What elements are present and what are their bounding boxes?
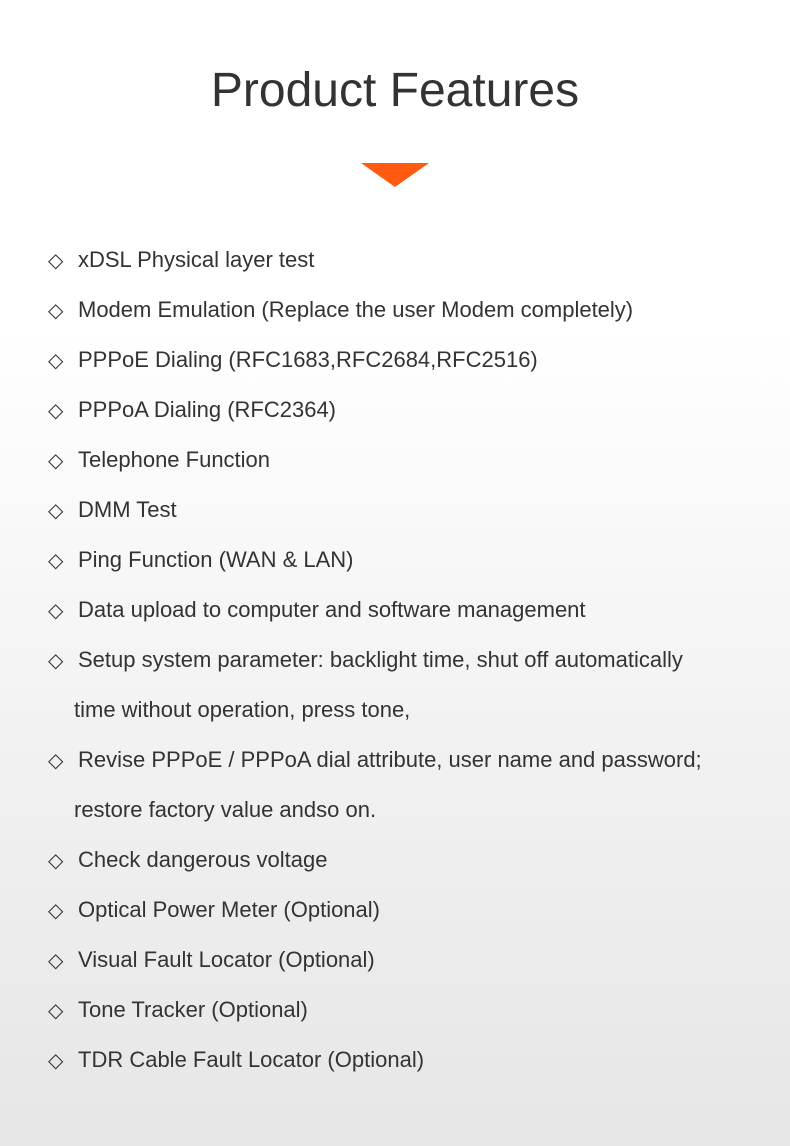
feature-text: TDR Cable Fault Locator (Optional) bbox=[78, 1047, 425, 1072]
feature-line bbox=[48, 985, 778, 1035]
feature-line bbox=[48, 435, 778, 485]
diamond-bullet-icon: ◇ bbox=[48, 300, 64, 322]
diamond-bullet-icon: ◇ bbox=[48, 950, 64, 972]
feature-text: Modem Emulation (Replace the user Modem completely) bbox=[78, 297, 634, 322]
feature-text: Ping Function (WAN & LAN) bbox=[78, 547, 354, 572]
diamond-bullet-icon: ◇ bbox=[48, 1000, 64, 1022]
page-title: Product Features bbox=[210, 64, 580, 117]
feature-text: PPPoE Dialing (RFC1683,RFC2684,RFC2516) bbox=[78, 347, 538, 372]
feature-line bbox=[48, 585, 778, 635]
feature-text: PPPoA Dialing (RFC2364) bbox=[78, 397, 337, 422]
feature-text: Revise PPPoE / PPPoA dial attribute, user name and password; bbox=[78, 747, 702, 772]
feature-text: DMM Test bbox=[78, 497, 177, 522]
feature-item bbox=[48, 535, 778, 585]
feature-text: Setup system parameter: backlight time, shut off automatically bbox=[78, 647, 683, 672]
feature-item bbox=[48, 985, 778, 1035]
feature-text: Optical Power Meter (Optional) bbox=[78, 897, 380, 922]
feature-text: Visual Fault Locator (Optional) bbox=[78, 947, 375, 972]
diamond-bullet-icon: ◇ bbox=[48, 1050, 64, 1072]
feature-item bbox=[48, 935, 778, 985]
feature-line bbox=[48, 285, 778, 335]
feature-text: Data upload to computer and software management bbox=[78, 597, 586, 622]
feature-item bbox=[48, 335, 778, 385]
diamond-bullet-icon: ◇ bbox=[48, 450, 64, 472]
diamond-bullet-icon: ◇ bbox=[48, 250, 64, 272]
feature-item bbox=[48, 285, 778, 335]
feature-text: Tone Tracker (Optional) bbox=[78, 997, 308, 1022]
feature-line bbox=[48, 385, 778, 435]
feature-line bbox=[48, 535, 778, 585]
feature-line bbox=[48, 735, 778, 785]
feature-item bbox=[48, 585, 778, 635]
feature-line bbox=[48, 835, 778, 885]
feature-item bbox=[48, 735, 778, 835]
feature-item bbox=[48, 385, 778, 435]
diamond-bullet-icon: ◇ bbox=[48, 500, 64, 522]
feature-text: xDSL Physical layer test bbox=[78, 247, 315, 272]
feature-line bbox=[48, 935, 778, 985]
diamond-bullet-icon: ◇ bbox=[48, 750, 64, 772]
feature-line bbox=[48, 235, 778, 285]
feature-line bbox=[48, 885, 778, 935]
feature-text: Check dangerous voltage bbox=[78, 847, 328, 872]
feature-line bbox=[48, 635, 778, 685]
diamond-bullet-icon: ◇ bbox=[48, 350, 64, 372]
diamond-bullet-icon: ◇ bbox=[48, 900, 64, 922]
diamond-bullet-icon: ◇ bbox=[48, 400, 64, 422]
feature-item bbox=[48, 635, 778, 735]
diamond-bullet-icon: ◇ bbox=[48, 600, 64, 622]
diamond-bullet-icon: ◇ bbox=[48, 550, 64, 572]
down-arrow-icon bbox=[361, 163, 429, 187]
feature-line bbox=[48, 335, 778, 385]
feature-line bbox=[48, 1035, 778, 1085]
feature-text-continuation: time without operation, press tone, bbox=[74, 697, 411, 722]
feature-item bbox=[48, 1035, 778, 1085]
feature-text-continuation: restore factory value andso on. bbox=[74, 797, 377, 822]
feature-text: Telephone Function bbox=[78, 447, 271, 472]
feature-item bbox=[48, 485, 778, 535]
feature-list bbox=[48, 235, 778, 1085]
feature-item bbox=[48, 885, 778, 935]
diamond-bullet-icon: ◇ bbox=[48, 650, 64, 672]
diamond-bullet-icon: ◇ bbox=[48, 850, 64, 872]
feature-item bbox=[48, 435, 778, 485]
feature-line bbox=[48, 485, 778, 535]
feature-item bbox=[48, 835, 778, 885]
feature-item bbox=[48, 235, 778, 285]
